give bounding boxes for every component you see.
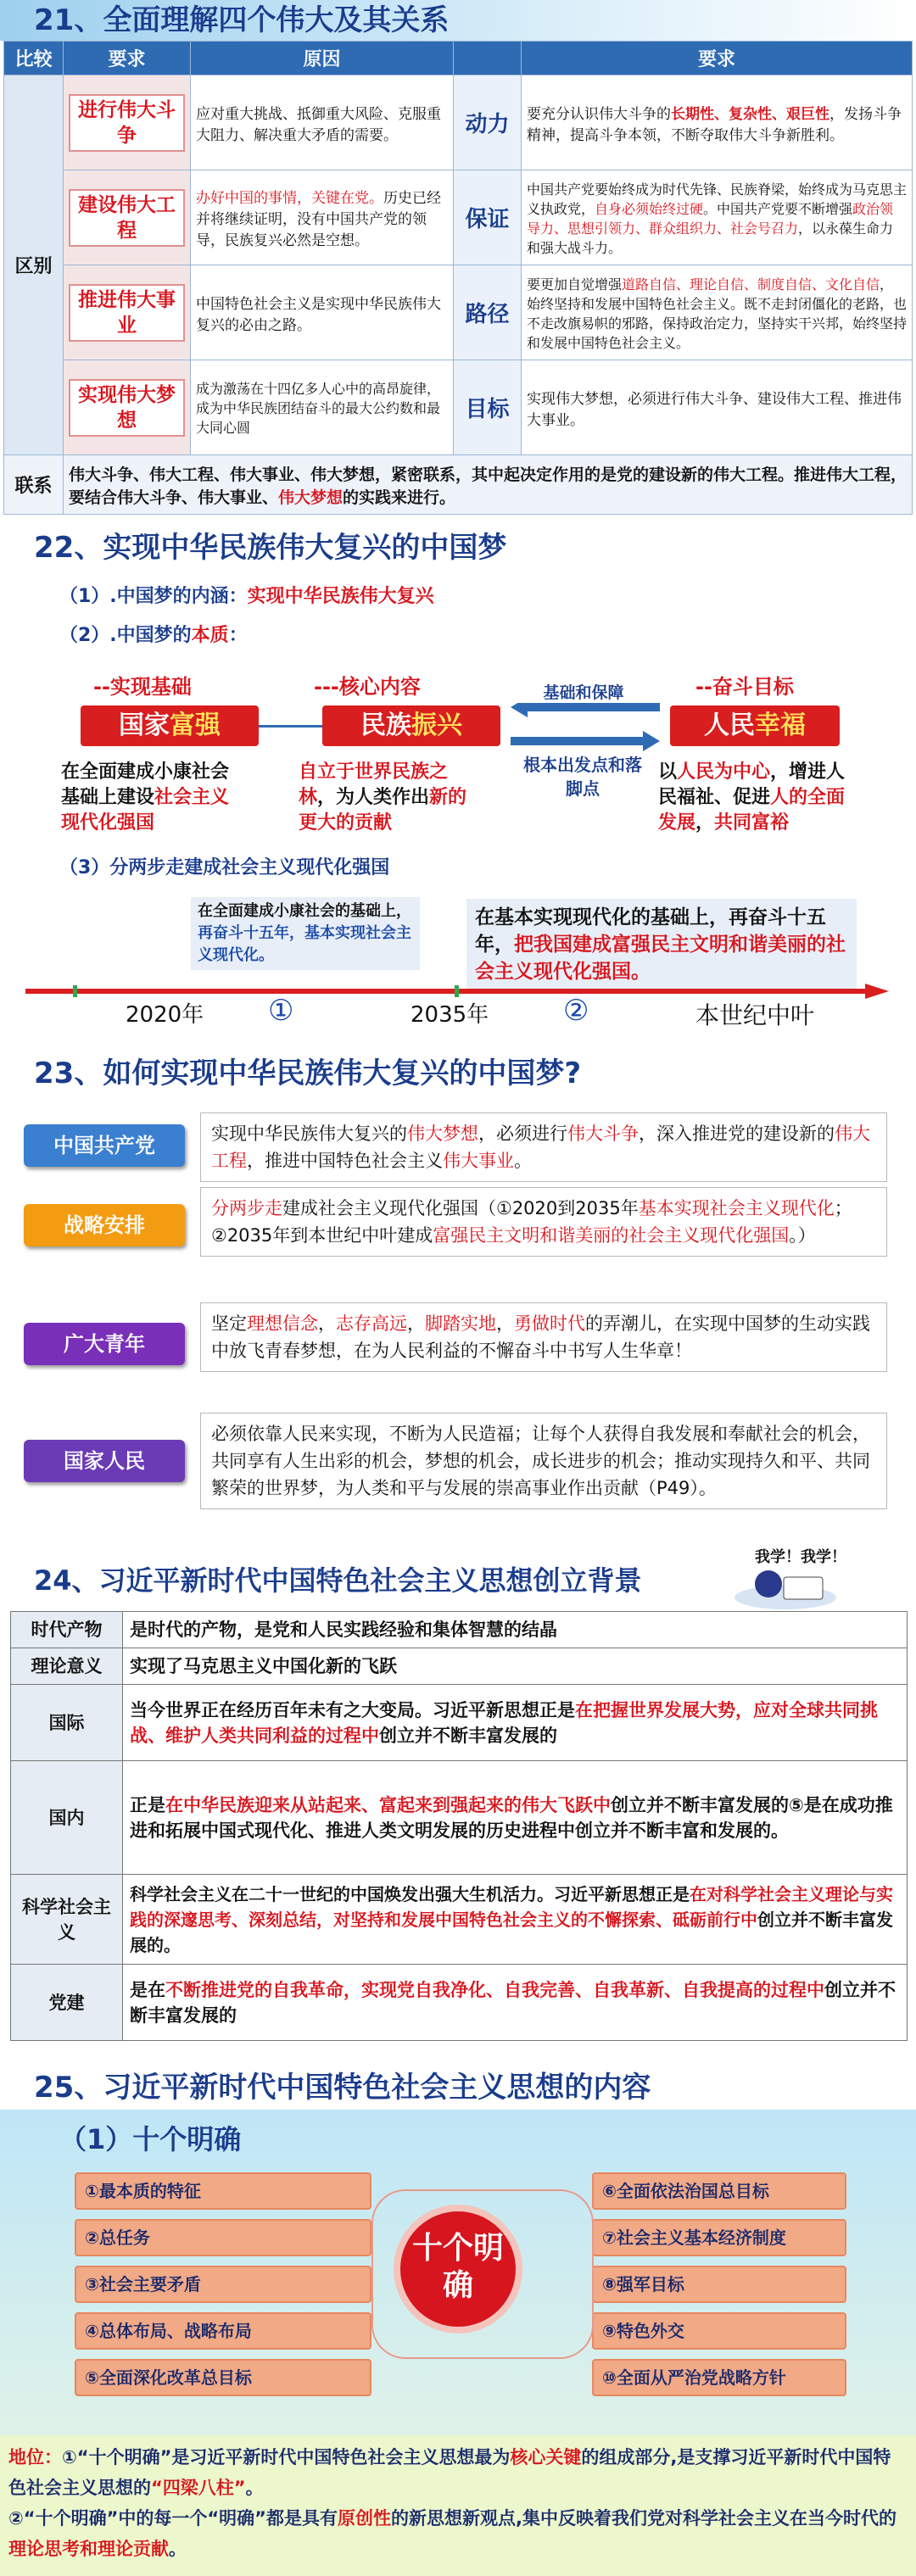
clarification-1: ①最本质的特征 bbox=[75, 2172, 371, 2210]
req-dream: 实现伟大梦想，必须进行伟大斗争、建设伟大工程、推进伟大事业。 bbox=[522, 360, 913, 455]
connector-line bbox=[259, 725, 327, 728]
section-24-title: 24、习近平新时代中国特色社会主义思想创立背景 bbox=[34, 1564, 642, 1597]
box-nation-rejuvenation: 民族振兴 bbox=[322, 705, 500, 746]
step-2-marker: ② bbox=[563, 994, 589, 1028]
clarification-8: ⑧强军目标 bbox=[592, 2266, 846, 2303]
row-text-socialism: 科学社会主义在二十一世纪的中国焕发出强大生机活力。习近平新思想正是在对科学社会主义理论与实践的深邃思考、深刻总结，对坚持和发展中国特色社会主义的不懈探索、砥砺前行中创立并不断丰富发展的。 bbox=[123, 1875, 908, 1965]
header-keyword bbox=[454, 42, 522, 75]
row-label-era: 时代产物 bbox=[11, 1612, 123, 1648]
link-label: 联系 bbox=[4, 455, 64, 515]
label-strategy: 战略安排 bbox=[24, 1204, 185, 1246]
clarification-4: ④总体布局、战略布局 bbox=[75, 2312, 371, 2350]
row-text-international: 当今世界正在经历百年未有之大变局。习近平新思想正是在把握世界发展大势，应对全球共同挑战、维护人类共同利益的过程中创立并不断丰富发展的 bbox=[123, 1685, 908, 1761]
reason-dream: 成为激荡在十四亿多人心中的高昂旋律，成为中华民族团结奋斗的最大公约数和最大同心圆 bbox=[191, 360, 454, 455]
tag-goal: --奋斗目标 bbox=[695, 675, 794, 699]
note-core: 自立于世界民族之林，为人类作出新的更大的贡献 bbox=[299, 761, 467, 834]
row-text-significance: 实现了马克思主义中国化新的飞跃 bbox=[123, 1648, 908, 1685]
label-people: 国家人民 bbox=[24, 1440, 185, 1482]
dream-essence: （2）.中国梦的本质： bbox=[59, 625, 248, 646]
clarification-9: ⑨特色外交 bbox=[592, 2312, 846, 2350]
year-2020: 2020年 bbox=[126, 1002, 204, 1028]
category-label: 区别 bbox=[4, 75, 64, 455]
keyword-path: 路径 bbox=[454, 265, 522, 360]
dream-connotation: （1）.中国梦的内涵：实现中华民族伟大复兴 bbox=[59, 586, 434, 607]
section-21-title: 21、全面理解四个伟大及其关系 bbox=[0, 0, 916, 41]
year-mid-century: 本世纪中叶 bbox=[695, 1001, 815, 1029]
position-note: 地位：①“十个明确”是习近平新时代中国特色社会主义思想最为核心关键的组成部分,是支撑习近平新时代中国特色社会主义思想的“四梁八柱”。 ②“十个明确”中的每一个“明确”都是具有原创性的新思想新观点,集中反映着我们党对科学社会主义在当今时代的理论思考和理论贡献。 bbox=[0, 2435, 916, 2576]
clarification-5: ⑤全面深化改革总目标 bbox=[75, 2359, 371, 2396]
row-label-party-building: 党建 bbox=[11, 1965, 123, 2041]
comparison-table bbox=[3, 41, 913, 515]
text-youth: 坚定理想信念，志存高远，脚踏实地，勇做时代的弄潮儿，在实现中国梦的生动实践中放飞青春梦想，在为人民利益的不懈奋斗中书写人生华章！ bbox=[200, 1302, 887, 1372]
keyword-power: 动力 bbox=[454, 75, 522, 170]
clarification-10: ⑩全面从严治党战略方针 bbox=[592, 2359, 846, 2396]
year-2035: 2035年 bbox=[411, 1002, 489, 1028]
note-goal: 以人民为中心，增进人民福祉、促进人的全面发展，共同富裕 bbox=[658, 761, 846, 834]
item-dream: 实现伟大梦想 bbox=[64, 360, 191, 455]
label-youth: 广大青年 bbox=[24, 1323, 185, 1365]
ten-clarifications-subtitle: （1）十个明确 bbox=[59, 2123, 242, 2155]
section-25-title: 25、习近平新时代中国特色社会主义思想的内容 bbox=[34, 2071, 651, 2105]
clarification-7: ⑦社会主义基本经济制度 bbox=[592, 2219, 846, 2256]
req-struggle: 要充分认识伟大斗争的长期性、复杂性、艰巨性，发扬斗争精神，提高斗争本领，不断夺取伟大斗争新胜利。 bbox=[522, 75, 913, 170]
clarification-3: ③社会主要矛盾 bbox=[75, 2266, 371, 2303]
clarification-6: ⑥全面依法治国总目标 bbox=[592, 2172, 846, 2210]
bubble-text: 我学！我学！ bbox=[755, 1548, 846, 1566]
header-requirement: 要求 bbox=[64, 42, 191, 75]
text-party: 实现中华民族伟大复兴的伟大梦想，必须进行伟大斗争，深入推进党的建设新的伟大工程，推进中国特色社会主义伟大事业。 bbox=[200, 1112, 887, 1182]
header-reason: 原因 bbox=[191, 42, 454, 75]
item-project: 建设伟大工程 bbox=[64, 170, 191, 265]
header-requirement-2: 要求 bbox=[522, 42, 913, 75]
background-table bbox=[10, 1611, 908, 2041]
note-foundation: 在全面建成小康社会基础上建设社会主义现代化强国 bbox=[61, 761, 230, 834]
row-text-era: 是时代的产物，是党和人民实践经验和集体智慧的结晶 bbox=[123, 1612, 908, 1648]
section-23-title: 23、如何实现中华民族伟大复兴的中国梦? bbox=[34, 1057, 582, 1090]
step-1-marker: ① bbox=[268, 994, 294, 1028]
tag-foundation: --实现基础 bbox=[93, 675, 192, 699]
reason-struggle: 应对重大挑战、抵御重大风险、克服重大阻力、解决重大矛盾的需要。 bbox=[191, 75, 454, 170]
two-step-title: （3）分两步走建成社会主义现代化强国 bbox=[59, 857, 390, 878]
row-label-international: 国际 bbox=[11, 1685, 123, 1761]
arrow-label-top: 基础和保障 bbox=[516, 680, 651, 703]
label-party: 中国共产党 bbox=[24, 1124, 185, 1167]
row-label-domestic: 国内 bbox=[11, 1761, 123, 1875]
text-strategy: 分两步走建成社会主义现代化强国（①2020到2035年基本实现社会主义现代化；②2035年到本世纪中叶建成富强民主文明和谐美丽的社会主义现代化强国。） bbox=[200, 1187, 887, 1257]
keyword-goal: 目标 bbox=[454, 360, 522, 455]
item-struggle: 进行伟大斗争 bbox=[64, 75, 191, 170]
student-icon bbox=[731, 1565, 841, 1609]
header-compare: 比较 bbox=[4, 42, 64, 75]
row-label-significance: 理论意义 bbox=[11, 1648, 123, 1685]
item-cause: 推进伟大事业 bbox=[64, 265, 191, 360]
tag-core: ---核心内容 bbox=[314, 675, 421, 699]
req-project: 中国共产党要始终成为时代先锋、民族脊梁，始终成为马克思主义执政党，自身必须始终过硬。中国共产党要不断增强政治领导力、思想引领力、群众组织力、社会号召力，以永葆生命力和强大战斗力。 bbox=[522, 170, 913, 265]
arrow-label-bottom: 根本出发点和落脚点 bbox=[523, 755, 642, 799]
row-text-party-building: 是在不断推进党的自我革命，实现党自我净化、自我完善、自我革新、自我提高的过程中创立并不断丰富发展的 bbox=[123, 1965, 908, 2041]
text-people: 必须依靠人民来实现，不断为人民造福；让每个人获得自我发展和奉献社会的机会，共同享有人生出彩的机会，梦想的机会，成长进步的机会；推动实现持久和平、共同繁荣的世界梦，为人类和平与发展的崇高事业作出贡献（P49）。 bbox=[200, 1413, 887, 1509]
reason-project: 办好中国的事情，关键在党。历史已经并将继续证明，没有中国共产党的领导，民族复兴必然是空想。 bbox=[191, 170, 454, 265]
section-22-title: 22、实现中华民族伟大复兴的中国梦 bbox=[34, 531, 507, 565]
timeline-box-1: 在全面建成小康社会的基础上，再奋斗十五年，基本实现社会主义现代化。 bbox=[191, 897, 420, 970]
clarification-2: ②总任务 bbox=[75, 2219, 371, 2256]
reason-cause: 中国特色社会主义是实现中华民族伟大复兴的必由之路。 bbox=[191, 265, 454, 360]
box-people-happiness: 人民幸福 bbox=[670, 705, 840, 746]
row-label-socialism: 科学社会主义 bbox=[11, 1875, 123, 1965]
box-country-prosperity: 国家富强 bbox=[81, 705, 259, 746]
row-text-domestic: 正是在中华民族迎来从站起来、富起来到强起来的伟大飞跃中创立并不断丰富发展的⑤是在成功推进和拓展中国式现代化、推进人类文明发展的历史进程中创立并不断丰富和发展的。 bbox=[123, 1761, 908, 1875]
req-cause: 要更加自觉增强道路自信、理论自信、制度自信、文化自信，始终坚持和发展中国特色社会主义。既不走封闭僵化的老路，也不走改旗易帜的邪路，保持政治定力，坚持实干兴邦，始终坚持和发展中国特色社会主义。 bbox=[522, 265, 913, 360]
timeline-box-2: 在基本实现现代化的基础上，再奋斗十五年，把我国建成富强民主文明和谐美丽的社会主义现代化强国。 bbox=[466, 899, 857, 990]
link-text: 伟大斗争、伟大工程、伟大事业、伟大梦想，紧密联系，其中起决定作用的是党的建设新的伟大工程。推进伟大工程，要结合伟大斗争、伟大事业、伟大梦想的实践来进行。 bbox=[64, 455, 913, 515]
keyword-guarantee: 保证 bbox=[454, 170, 522, 265]
center-circle: 十个明确 bbox=[394, 2205, 522, 2333]
